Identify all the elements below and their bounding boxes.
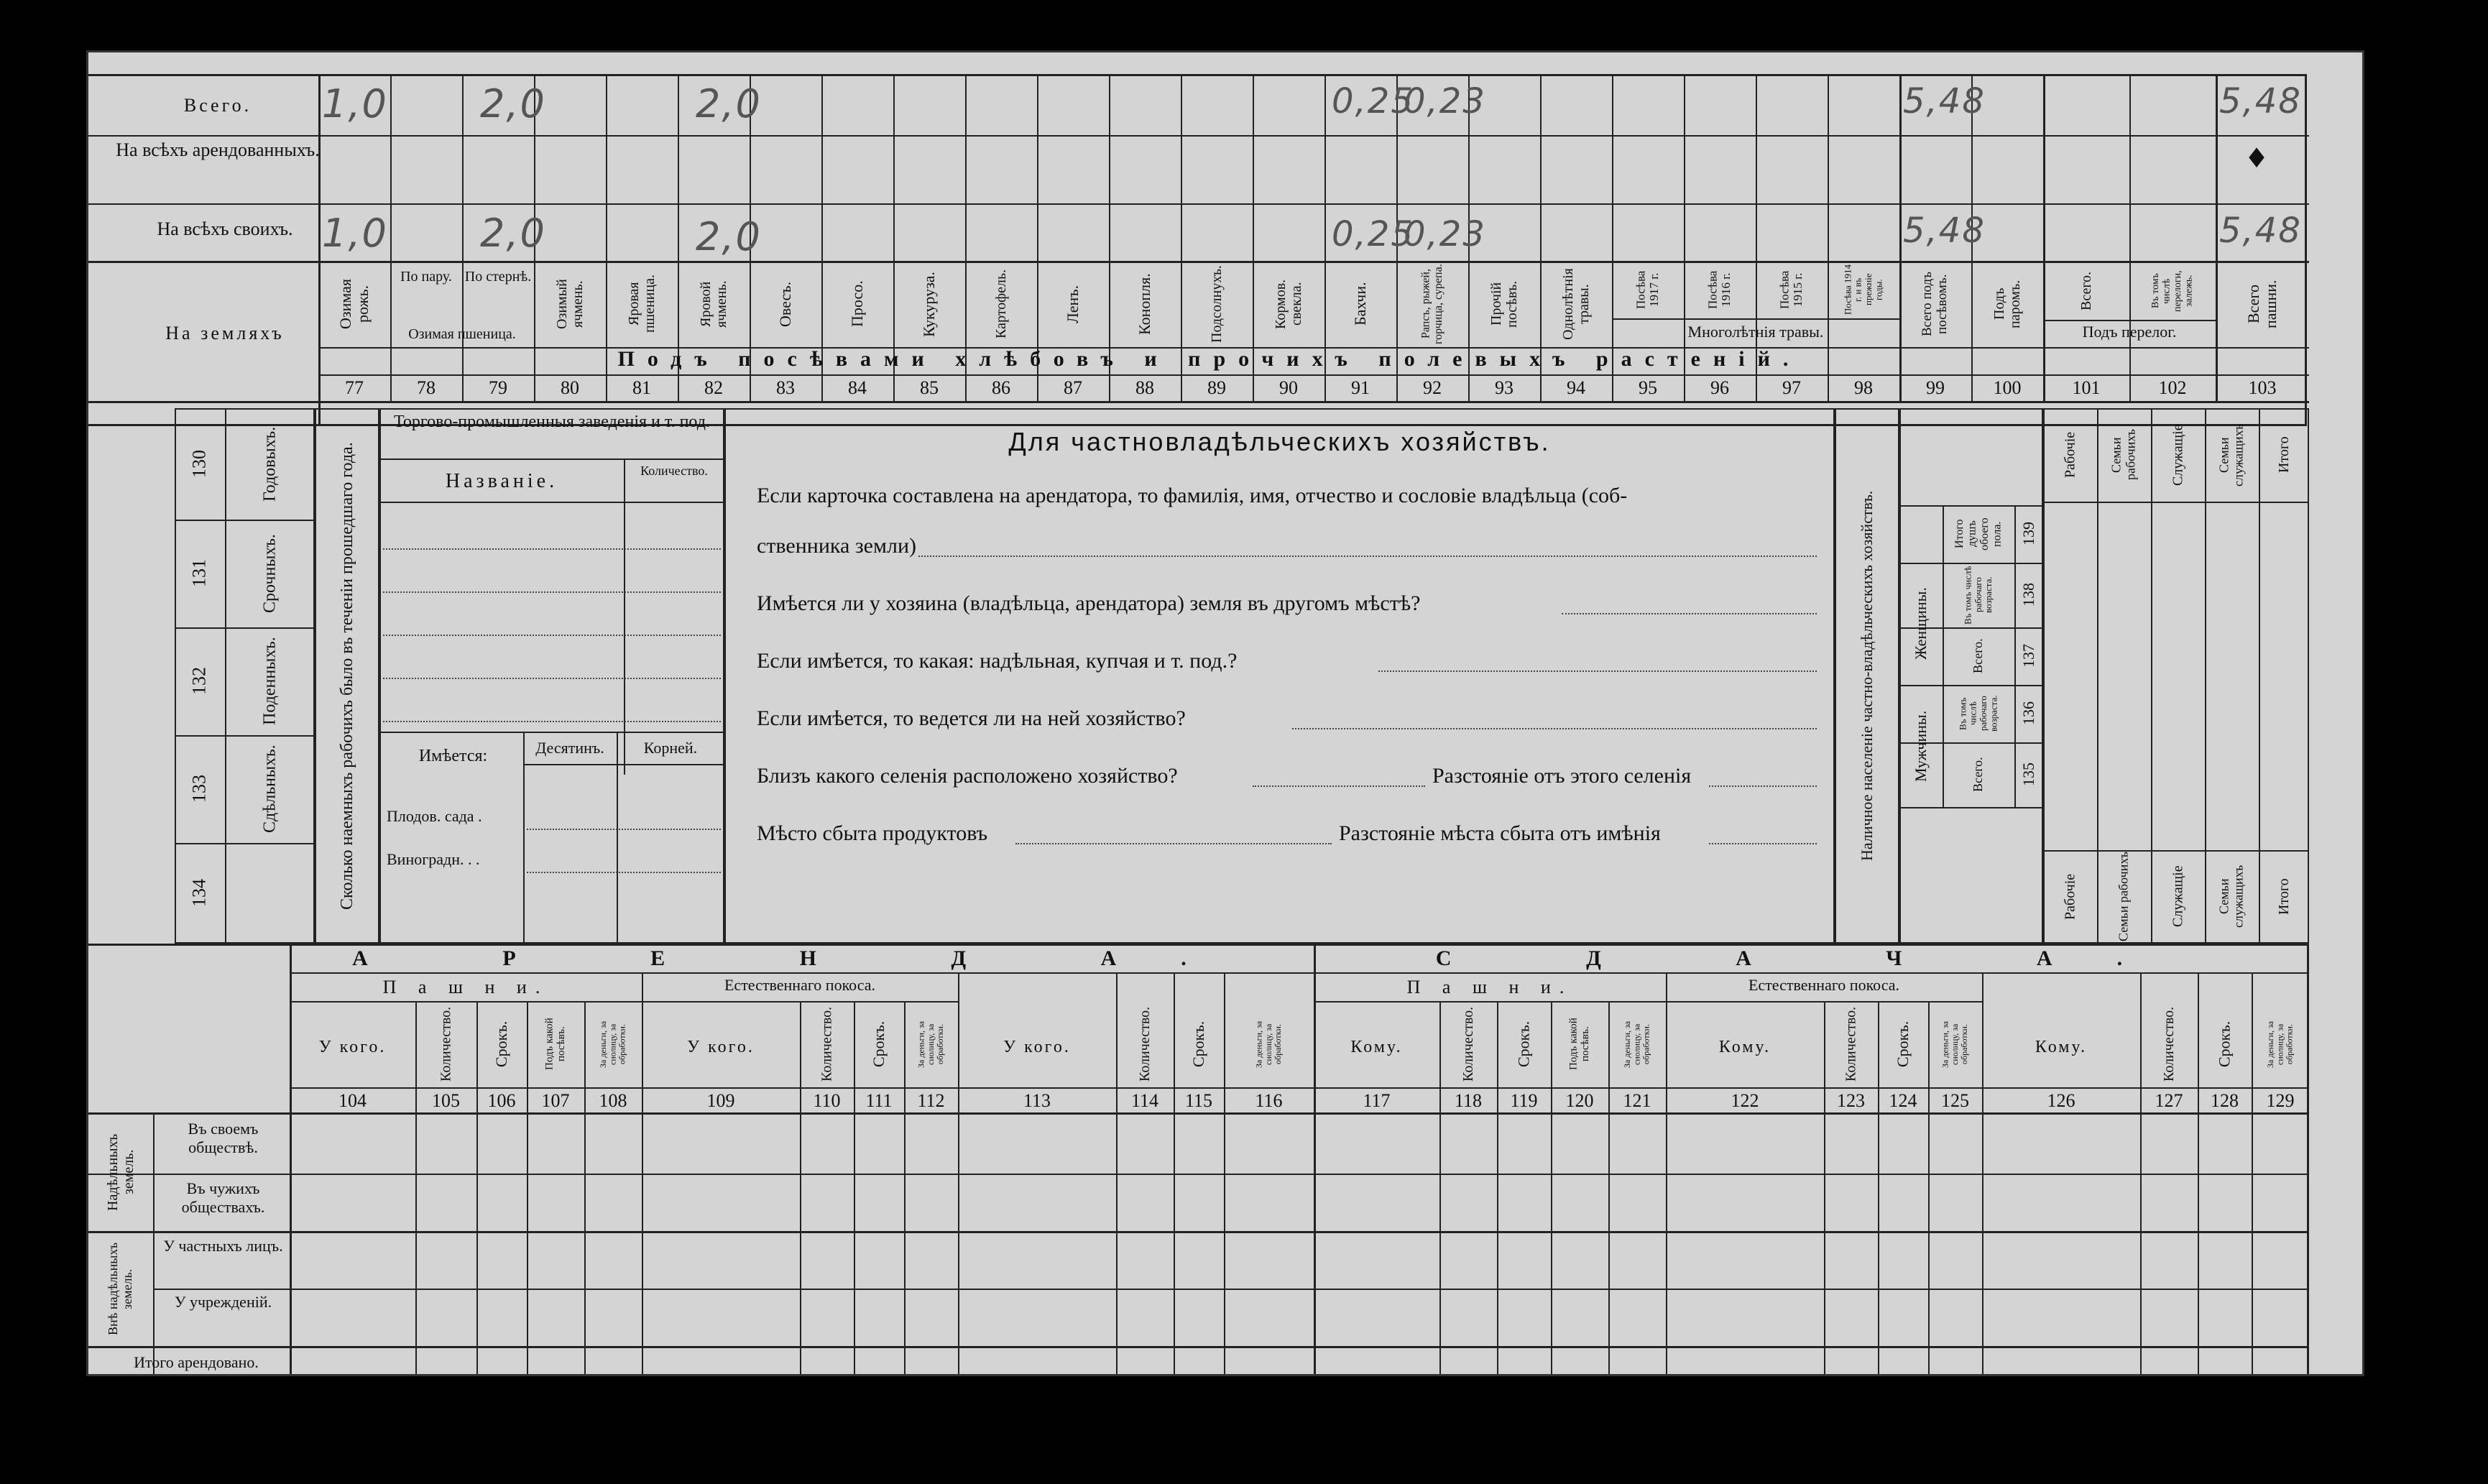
crop-header-fallow: По пару. <box>400 269 452 285</box>
crop-header-annual-grass: Однолѣтнія травы. <box>1560 268 1592 340</box>
col-num: 83 <box>776 377 795 398</box>
lease-row-total: Итого арендовано. <box>134 1353 259 1371</box>
hw-total-spring-barley: 2,0 <box>696 81 762 126</box>
hw-own-arable: 5,48 <box>2219 211 2302 251</box>
lease-head-qty: Количество. <box>438 1006 454 1082</box>
lease-head-qty: Количество. <box>1137 1006 1153 1082</box>
lease-num: 108 <box>599 1090 627 1111</box>
crop-group-winter-wheat: Озимая пшеница. <box>408 326 516 342</box>
crop-header-under-fallow: Подъ паромъ. <box>1991 280 2023 328</box>
crop-header-1914: Посѣва 1914 г. и въ прежніе годы. <box>1842 264 1884 315</box>
crop-header-other: Прочій посѣвъ. <box>1488 280 1520 328</box>
col-num: 79 <box>489 377 507 398</box>
hw-own-rapeseed: 0,23 <box>1404 214 1486 254</box>
col-num: 77 <box>345 377 364 398</box>
crop-header-rapeseed: Рапсъ, рыжей, горчица, сурепа. <box>1419 264 1445 344</box>
private-q4: Если имѣется, то ведется ли на ней хозяйство? <box>757 706 1186 730</box>
lease-num: 118 <box>1454 1090 1483 1111</box>
lease-row-other-societies: Въ чужихъ обществахъ. <box>181 1179 265 1217</box>
lease-sdacha: С Д А Ч А. <box>1435 946 2188 970</box>
lease-num: 122 <box>1731 1090 1759 1111</box>
lease-head-pay: За деньги, за сиолицу, за обработки. <box>1253 1020 1284 1068</box>
lease-head-term: Срокъ. <box>1189 1020 1207 1068</box>
private-questions <box>757 484 1820 929</box>
population-workers-top: Рабочіе <box>2062 431 2078 479</box>
sdacha-head-komu: Кому. <box>1350 1038 1403 1056</box>
crop-header-1916: Посѣва 1916 г. <box>1705 270 1733 309</box>
lease-num: 111 <box>865 1090 893 1111</box>
row-label-total: Всего. <box>183 95 252 116</box>
hw-own-melons: 0,25 <box>1332 214 1414 254</box>
lease-num: 125 <box>1941 1090 1969 1111</box>
lease-num: 127 <box>2155 1090 2183 1111</box>
lease-num: 123 <box>1837 1090 1865 1111</box>
col-num: 82 <box>704 377 723 398</box>
private-q1b: ственника земли) <box>757 534 916 558</box>
hw-total-stubble: 2,0 <box>480 81 546 126</box>
trade-desyatin: Десятинъ. <box>535 739 604 757</box>
col-num: 97 <box>1782 377 1801 398</box>
col-num: 90 <box>1279 377 1298 398</box>
lease-row-own-society: Въ своемъ обществѣ. <box>188 1120 259 1157</box>
sdacha-head-pay: За деньги, за сиолицу, за обработки. <box>1940 1020 1970 1068</box>
col-num: 92 <box>1423 377 1442 398</box>
hw-own-spring-barley: 2,0 <box>696 214 762 259</box>
population-total-souls: Итого душъ обоего пола. <box>1953 517 2004 550</box>
trade-name-col: Названіе. <box>445 470 558 492</box>
lease-num: 119 <box>1510 1090 1538 1111</box>
private-q2: Имѣется ли у хозяина (владѣльца, арендатора) земля въ другомъ мѣстѣ? <box>757 591 1421 615</box>
col-num: 78 <box>417 377 436 398</box>
private-q5b: Разстояніе отъ этого селенія <box>1432 764 1692 788</box>
lease-row-private: У частныхъ лицъ. <box>163 1237 283 1255</box>
lease-head-pay: За деньги, за сиолицу, за обработки. <box>598 1020 627 1068</box>
crop-header-1915: Посѣва 1915 г. <box>1777 270 1805 309</box>
workers-num: 131 <box>188 559 210 588</box>
workers-num: 132 <box>188 667 210 696</box>
crop-header-millet: Просо. <box>847 280 866 328</box>
col-num: 86 <box>992 377 1010 398</box>
lease-num: 128 <box>2211 1090 2239 1111</box>
sdacha-head-crop: Подъ какой посѣвъ. <box>1567 1018 1591 1071</box>
workers-col-annual: Годовыхъ. <box>260 426 280 502</box>
hw-total-rapeseed: 0,23 <box>1404 81 1486 121</box>
lease-num: 124 <box>1889 1090 1917 1111</box>
lease-row-group-non-allotment: Внѣ надѣльныхъ земель. <box>106 1243 134 1336</box>
hw-own-rye: 1,0 <box>322 211 388 256</box>
hw-own-sown: 5,48 <box>1903 211 1986 251</box>
hw-total-melons: 0,25 <box>1332 81 1414 121</box>
lease-num: 112 <box>917 1090 945 1111</box>
lease-num: 107 <box>541 1090 570 1111</box>
sowing-band: Подъ посѣвами хлѣбовъ и прочихъ полевыхъ растеній. <box>617 347 1802 371</box>
crop-header-oats: Овесъ. <box>775 281 794 327</box>
sdacha-head-komu: Кому. <box>1718 1038 1771 1056</box>
population-num: 135 <box>2019 762 2037 787</box>
private-q6b: Разстояніе мѣста сбыта отъ имѣнія <box>1339 821 1661 845</box>
lease-row-institutions: У учрежденій. <box>174 1293 272 1311</box>
col-num: 100 <box>1993 377 2022 398</box>
lease-row-group-allotment: Надѣльныхъ земель. <box>105 1133 137 1211</box>
lease-arenda-pashni: П а ш н и. <box>382 977 549 997</box>
crop-group-fallow: Подъ перелог. <box>2082 323 2177 341</box>
col-num: 96 <box>1710 377 1729 398</box>
population-num: 136 <box>2019 701 2037 726</box>
crop-header-potato: Картофель. <box>993 269 1009 339</box>
population-women: Женщины. <box>1911 587 1930 660</box>
workers-num: 130 <box>188 450 210 478</box>
population-men-total: Всего. <box>1971 757 1986 793</box>
lease-num: 116 <box>1255 1090 1283 1111</box>
crop-header-fallow-incl: Въ томъ числѣ перелоги, залежь. <box>2150 270 2195 312</box>
hw-total-rye: 1,0 <box>322 81 388 126</box>
crop-header-corn: Кукуруза. <box>919 271 938 337</box>
lease-sdacha-pokos: Естественнаго покоса. <box>1748 976 1899 994</box>
population-total-bottom: Итого <box>2276 878 2292 915</box>
sdacha-head-term: Срокъ. <box>2215 1020 2234 1068</box>
population-num: 137 <box>2019 644 2037 668</box>
col-num: 85 <box>920 377 939 398</box>
workers-col-piece: Сдѣльныхъ. <box>260 745 280 834</box>
lease-num: 121 <box>1623 1090 1651 1111</box>
lease-num: 129 <box>2266 1090 2295 1111</box>
col-num: 81 <box>632 377 651 398</box>
lease-num: 117 <box>1363 1090 1391 1111</box>
hw-rented-mark: ♦ <box>2244 142 2271 174</box>
workers-num: 133 <box>188 775 210 803</box>
row-label-on-lands: На земляхъ <box>165 323 285 344</box>
lease-head-ukogo: У кого. <box>687 1038 755 1056</box>
trade-orchard: Плодов. сада . <box>387 807 482 825</box>
population-women-incl: Въ томъ числѣ рабочаго возраста. <box>1962 566 1994 625</box>
population-num: 139 <box>2019 522 2037 546</box>
population-employees-top: Служащіе <box>2170 424 2186 486</box>
trade-roots: Корней. <box>643 739 698 757</box>
crop-header-total-sown: Всего подъ посѣвомъ. <box>1920 272 1950 336</box>
lease-num: 104 <box>338 1090 367 1111</box>
crop-header-melons: Бахчи. <box>1350 282 1369 326</box>
lease-head-term: Срокъ. <box>492 1020 510 1068</box>
col-num: 99 <box>1926 377 1945 398</box>
trade-qty-col: Количество. <box>640 464 708 478</box>
population-women-total: Всего. <box>1971 638 1986 674</box>
crop-header-winter-barley: Озимый ячмень. <box>554 279 586 329</box>
crop-header-rye: Озимая рожь. <box>336 279 372 330</box>
hw-total-arable: 5,48 <box>2219 81 2302 121</box>
lease-sdacha-pashni: П а ш н и. <box>1406 977 1573 997</box>
lease-num: 105 <box>432 1090 460 1111</box>
row-label-own: На всѣхъ своихъ. <box>157 218 293 239</box>
population-side-title: Наличное населеніе частно-владѣльческихъ хозяйствъ. <box>1857 490 1876 862</box>
population-workers-bottom: Рабочіе <box>2062 873 2078 920</box>
private-q5: Близъ какого селенія расположено хозяйство? <box>757 764 1178 788</box>
lease-num: 120 <box>1565 1090 1594 1111</box>
col-num: 88 <box>1135 377 1154 398</box>
private-q3: Если имѣется, то какая: надѣльная, купчая и т. под.? <box>757 649 1238 673</box>
crop-group-perennial-grass: Многолѣтнія травы. <box>1687 323 1824 341</box>
crop-header-1917: Посѣва 1917 г. <box>1634 270 1661 309</box>
sdacha-head-qty: Количество. <box>1843 1006 1859 1082</box>
trade-vineyard: Виноградн. . . <box>387 850 480 868</box>
workers-col-term: Срочныхъ. <box>260 534 280 613</box>
sdacha-head-pay: За деньги, за сиолицу, за обработки. <box>2265 1020 2295 1068</box>
col-num: 93 <box>1495 377 1513 398</box>
lease-head-ukogo: У кого. <box>1003 1038 1071 1056</box>
trade-title: Торгово-промышленныя заведенія и т. под. <box>394 413 710 431</box>
lease-arenda-pokos: Естественнаго покоса. <box>724 976 875 994</box>
crop-header-spring-barley: Яровой ячмень. <box>698 280 729 328</box>
sdacha-head-term: Срокъ. <box>1893 1020 1912 1068</box>
col-num: 89 <box>1207 377 1226 398</box>
private-title: Для частновладѣльческихъ хозяйствъ. <box>1008 427 1551 456</box>
sdacha-head-qty: Количество. <box>2161 1006 2177 1082</box>
population-worker-families-bottom: Семьи рабочихъ <box>2116 852 2131 941</box>
lease-num: 115 <box>1184 1090 1213 1111</box>
crop-header-flax: Ленъ. <box>1063 285 1082 323</box>
crop-header-total-arable: Всего пашни. <box>2244 280 2280 328</box>
private-q6: Мѣсто сбыта продуктовъ <box>757 821 988 845</box>
lease-num: 114 <box>1130 1090 1159 1111</box>
lease-head-ukogo: У кого. <box>318 1038 387 1056</box>
lease-num: 113 <box>1023 1090 1051 1111</box>
trade-have: Имѣется: <box>418 747 488 765</box>
population-employee-families-top: Семьи служащихъ <box>2216 423 2246 487</box>
population-num: 138 <box>2019 583 2037 607</box>
col-num: 94 <box>1567 377 1585 398</box>
col-num: 103 <box>2248 377 2277 398</box>
col-num: 87 <box>1064 377 1082 398</box>
col-num: 84 <box>848 377 867 398</box>
population-employees-bottom: Служащіе <box>2170 865 2186 928</box>
population-total-top: Итого <box>2276 436 2292 474</box>
crop-header-stubble: По стернѣ. <box>464 269 532 285</box>
lease-head-qty: Количество. <box>819 1006 835 1082</box>
population-men-incl: Въ томъ числѣ рабочаго возраста. <box>1957 695 1999 732</box>
population-worker-families-top: Семьи рабочихъ <box>2109 429 2138 481</box>
crop-header-hemp: Конопля. <box>1135 273 1153 335</box>
lease-arenda: А Р Е Н Д А. <box>352 946 1251 970</box>
workers-num: 134 <box>188 879 210 908</box>
population-employee-families-bottom: Семьи служащихъ <box>2216 865 2246 928</box>
sdacha-head-komu: Кому. <box>2035 1038 2088 1056</box>
sdacha-head-pay: За деньги, за сиолицу, за обработки. <box>1622 1020 1651 1068</box>
lease-head-term: Срокъ. <box>869 1020 888 1068</box>
population-men: Мужчины. <box>1911 710 1930 782</box>
crop-header-beet: Кормов. свекла. <box>1273 279 1304 329</box>
col-num: 95 <box>1639 377 1657 398</box>
col-num: 80 <box>561 377 579 398</box>
workers-col-daily: Поденныхъ. <box>260 637 280 726</box>
lease-num: 126 <box>2047 1090 2075 1111</box>
col-num: 98 <box>1854 377 1873 398</box>
lease-num: 106 <box>487 1090 516 1111</box>
lease-head-crop: Подъ какой посѣвъ. <box>543 1018 567 1071</box>
lease-head-pay: За деньги, за сиолицу, за обработки. <box>916 1020 946 1068</box>
workers-side-title: Сколько наемныхъ рабочихъ было въ теченіи прошедшаго года. <box>337 442 356 910</box>
row-label-rented: На всѣхъ арендованныхъ. <box>116 139 320 160</box>
lease-num: 110 <box>813 1090 841 1111</box>
crop-header-spring-wheat: Яровая пшеница. <box>626 275 658 333</box>
col-num: 91 <box>1351 377 1370 398</box>
sdacha-head-qty: Количество. <box>1460 1006 1476 1082</box>
crop-header-total-fallow: Всего. <box>2078 271 2094 311</box>
crop-header-sunflower: Подсолнухъ. <box>1209 265 1225 343</box>
census-card <box>86 50 2364 1376</box>
hw-own-stubble: 2,0 <box>480 211 546 256</box>
sdacha-head-term: Срокъ. <box>1514 1020 1533 1068</box>
private-q1: Если карточка составлена на арендатора, то фамилія, имя, отчество и сословіе владѣльца (соб- <box>757 484 1628 507</box>
hw-total-sown: 5,48 <box>1903 81 1986 121</box>
col-num: 102 <box>2158 377 2187 398</box>
col-num: 101 <box>2072 377 2101 398</box>
lease-num: 109 <box>706 1090 735 1111</box>
